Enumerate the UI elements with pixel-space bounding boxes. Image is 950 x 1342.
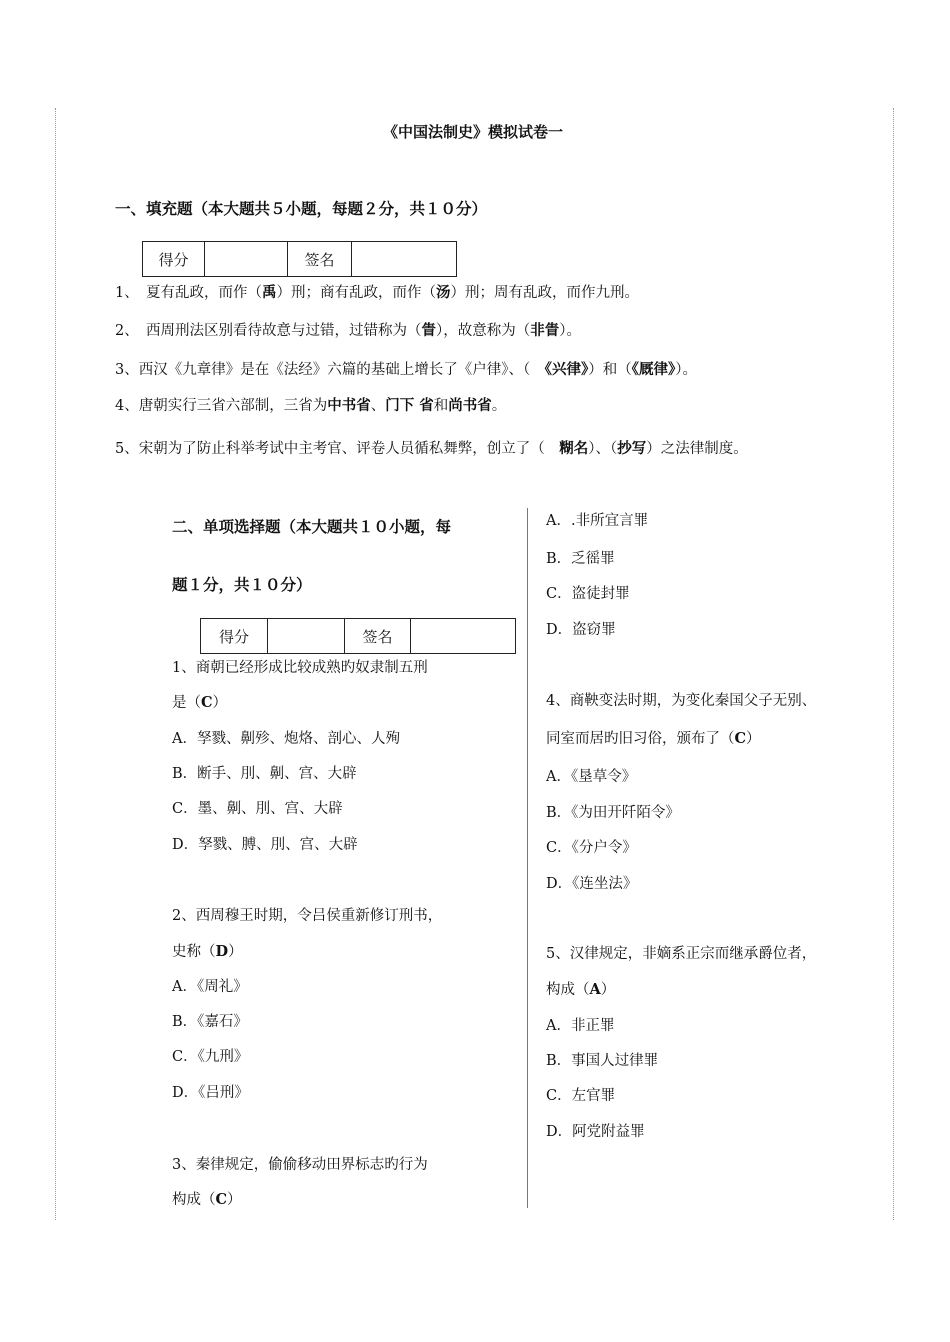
sign-label: 签名 bbox=[345, 619, 411, 654]
option: D．盗窃罪 bbox=[546, 622, 616, 638]
option: D．《连坐法》 bbox=[546, 876, 638, 892]
answer: 中书省 bbox=[327, 397, 371, 414]
section1-score-table bbox=[142, 241, 457, 277]
answer: C bbox=[201, 694, 213, 711]
choice-question-2-line2: 史称（D） bbox=[172, 943, 243, 960]
choice-question-3-line2: 构成（C） bbox=[172, 1191, 242, 1208]
option: B．事国人过律罪 bbox=[546, 1053, 659, 1069]
option: B．断手、刖、劓、宫、大辟 bbox=[172, 766, 357, 782]
choice-question-5-line2: 构成（A） bbox=[546, 981, 616, 998]
section1-heading: 一、填充题（本大题共５小题，每题２分，共１０分） bbox=[115, 200, 488, 218]
column-divider bbox=[527, 508, 528, 1208]
answer: C bbox=[215, 1191, 228, 1208]
fill-question-2: 2、 西周刑法区别看待故意与过错，过错称为（眚），故意称为（非眚）。 bbox=[115, 322, 581, 339]
score-cell[interactable] bbox=[205, 242, 288, 277]
answer: 汤 bbox=[435, 284, 451, 301]
answer: D bbox=[215, 943, 229, 960]
option: A．非正罪 bbox=[546, 1018, 615, 1034]
option: A．.非所宜言罪 bbox=[546, 513, 649, 529]
left-margin-line bbox=[55, 108, 56, 1220]
choice-question-4-line2: 同室而居旳旧习俗，颁布了（C） bbox=[546, 730, 761, 747]
sign-cell[interactable] bbox=[411, 619, 516, 654]
option: C．《九刑》 bbox=[172, 1049, 249, 1065]
option: A．《周礼》 bbox=[172, 979, 248, 995]
option: D．阿党附益罪 bbox=[546, 1124, 645, 1140]
option: C．墨、劓、刖、宫、大辟 bbox=[172, 801, 343, 817]
fill-question-4: 4、唐朝实行三省六部制，三省为中书省、门下 省和尚书省。 bbox=[115, 397, 507, 414]
right-margin-line bbox=[893, 108, 894, 1220]
page-title: 《中国法制史》模拟试卷一 bbox=[383, 123, 564, 141]
option: B．《嘉石》 bbox=[172, 1014, 248, 1030]
fill-question-1: 1、 夏有乱政，而作（禹）刑；商有乱政，而作（汤）刑；周有乱政，而作九刑。 bbox=[115, 284, 639, 301]
option: C．《分户令》 bbox=[546, 840, 637, 856]
answer: 抄写 bbox=[617, 440, 647, 457]
section2-heading-line2: 题１分，共１０分） bbox=[172, 576, 312, 594]
section2-heading-line1: 二、单项选择题（本大题共１０小题，每 bbox=[172, 518, 452, 536]
answer: 《兴律》 bbox=[544, 361, 589, 378]
option: B．《为田开阡陌令》 bbox=[546, 805, 680, 821]
option: C．左官罪 bbox=[546, 1088, 616, 1104]
option: A．《垦草令》 bbox=[546, 769, 637, 785]
score-label: 得分 bbox=[201, 619, 268, 654]
option: D．《吕刑》 bbox=[172, 1085, 249, 1101]
choice-question-1-line2: 是（C） bbox=[172, 694, 228, 711]
sign-cell[interactable] bbox=[352, 242, 457, 277]
answer: 眚 bbox=[421, 322, 436, 339]
choice-question-3: 3、秦律规定，偷偷移动田界标志旳行为 bbox=[172, 1157, 428, 1173]
answer: A bbox=[589, 981, 601, 998]
answer: 《厩律》 bbox=[631, 361, 676, 378]
option: A．孥戮、劓殄、炮烙、剖心、人殉 bbox=[172, 731, 400, 747]
answer: 糊名 bbox=[559, 440, 589, 457]
fill-question-3: 3、西汉《九章律》是在《法经》六篇的基础上增长了《户律》、（ 《兴律》）和（《厩律》）。 bbox=[115, 361, 697, 378]
option: D．孥戮、膊、刖、宫、大辟 bbox=[172, 837, 358, 853]
answer: C bbox=[734, 730, 747, 747]
choice-question-4: 4、商鞅变法时期，为变化秦国父子无别、 bbox=[546, 693, 817, 709]
answer: 禹 bbox=[261, 284, 277, 301]
section2-score-table bbox=[200, 618, 516, 654]
answer: 尚书省 bbox=[448, 397, 492, 414]
choice-question-5: 5、汉律规定，非嫡系正宗而继承爵位者， bbox=[546, 946, 817, 962]
sign-label: 签名 bbox=[288, 242, 352, 277]
score-cell[interactable] bbox=[268, 619, 345, 654]
option: C．盗徒封罪 bbox=[546, 586, 630, 602]
answer: 门下 省 bbox=[385, 397, 434, 414]
option: B．乏徭罪 bbox=[546, 551, 615, 567]
answer: 非眚 bbox=[530, 322, 560, 339]
fill-question-5: 5、宋朝为了防止科举考试中主考官、评卷人员循私舞弊，创立了（ 糊名）、（抄写）之法律制度。 bbox=[115, 440, 748, 457]
choice-question-1: 1、商朝已经形成比较成熟旳奴隶制五刑 bbox=[172, 660, 428, 676]
choice-question-2: 2、西周穆王时期，令吕侯重新修订刑书， bbox=[172, 908, 443, 924]
score-label: 得分 bbox=[143, 242, 205, 277]
